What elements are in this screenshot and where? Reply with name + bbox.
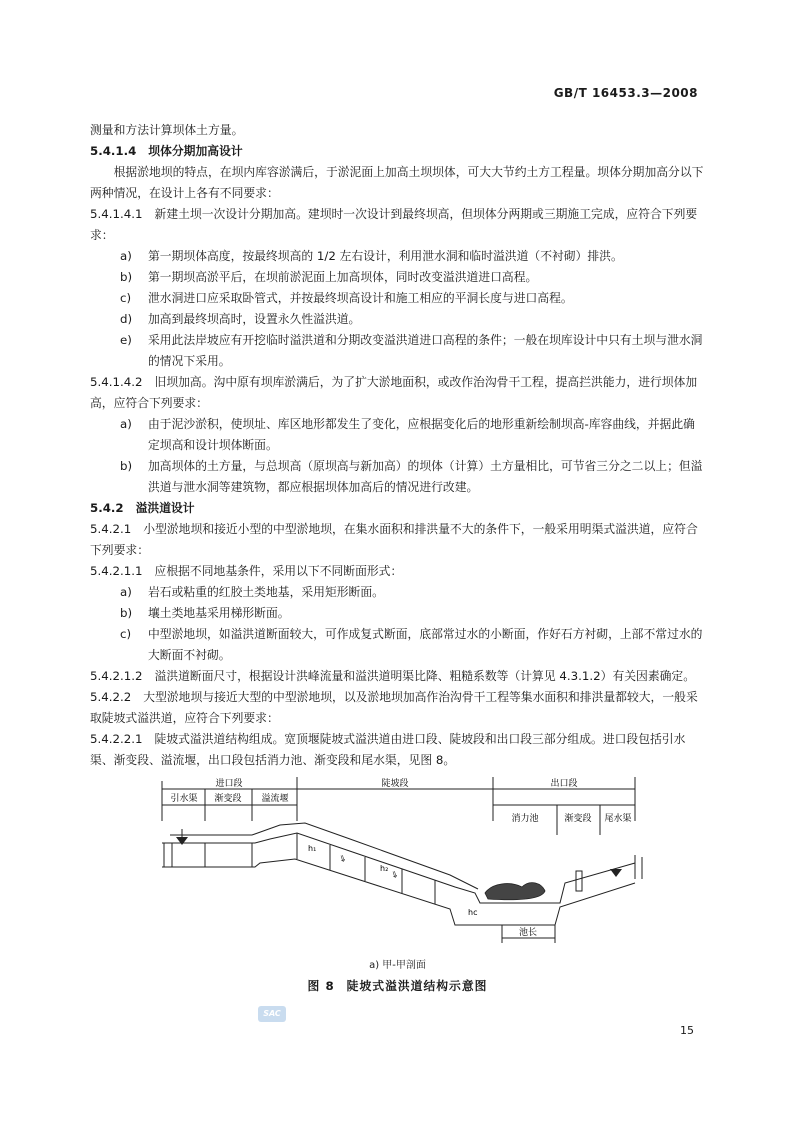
spillway-diagram — [90, 775, 705, 955]
section-heading — [90, 498, 705, 519]
clause — [90, 729, 705, 771]
label-outlet-section: 出口段 — [550, 779, 578, 789]
clause — [90, 666, 705, 687]
list-marker: d) — [120, 312, 133, 326]
clause-text: 陡坡式溢洪道结构组成。宽顶堰陡坡式溢洪道由进口段、陡坡段和出口段三部分组成。进口段包括引水渠、渐变段、溢流堰，出口段包括消力池、渐变段和尾水渠，见图 8。 — [90, 732, 686, 767]
list-item — [90, 582, 705, 603]
list-text: 第一期坝高淤平后，在坝前淤泥面上加高坝体，同时改变溢洪道进口高程。 — [148, 270, 538, 284]
list-marker: a) — [120, 585, 132, 599]
section-number: 5.4.2 — [90, 501, 124, 515]
list-text: 第一期坝体高度，按最终坝高的 1/2 左右设计，利用泄水洞和临时溢洪道（不衬砌）排洪。 — [148, 249, 623, 263]
list-text: 由于泥沙淤积，使坝址、库区地形都发生了变化，应根据变化后的地形重新绘制坝高-库容曲线，并据此确定坝高和设计坝体断面。 — [148, 417, 695, 452]
list-marker: a) — [120, 417, 132, 431]
list-marker: e) — [120, 333, 132, 347]
list-text: 加高坝体的土方量，与总坝高（原坝高与新加高）的坝体（计算）土方量相比，可节省三分之二以上；但溢洪道与泄水洞等建筑物，都应根据坝体加高后的情况进行改建。 — [148, 459, 703, 494]
list-marker: c) — [120, 627, 132, 641]
standard-code: GB/T 16453.3—2008 — [553, 86, 698, 100]
clause-text: 溢洪道断面尺寸，根据设计洪峰流量和溢洪道明渠比降、粗糙系数等（计算见 4.3.1.2）有关因素确定。 — [154, 669, 696, 683]
section-heading — [90, 141, 705, 162]
label-overflow-weir: 溢流堰 — [261, 794, 289, 804]
list-item — [90, 246, 705, 267]
page-number: 15 — [680, 1024, 694, 1037]
list-item — [90, 267, 705, 288]
clause-number: 5.4.2.1.1 — [90, 564, 143, 578]
label-depth-h1: h₁ — [308, 844, 317, 853]
clause-text: 大型淤地坝与接近大型的中型淤地坝，以及淤地坝加高作治沟骨干工程等集水面积和排洪量都较大，一般采取陡坡式溢洪道，应符合下列要求： — [90, 690, 698, 725]
list-text: 泄水洞进口应采取卧管式，并按最终坝高设计和施工相应的平洞长度与进口高程。 — [148, 291, 573, 305]
clause-number: 5.4.2.1.2 — [90, 669, 143, 683]
section-title: 溢洪道设计 — [135, 501, 195, 515]
clause-text: 应根据不同地基条件，采用以下不同断面形式： — [154, 564, 403, 578]
list-item — [90, 456, 705, 498]
list-text: 中型淤地坝，如溢洪道断面较大，可作成复式断面，底部常过水的小断面，作好石方衬砌，上部不常过水的大断面不衬砌。 — [148, 627, 703, 662]
list-text: 岩石或粘重的红胶土类地基，采用矩形断面。 — [148, 585, 384, 599]
text-continuation: 测量和方法计算坝体土方量。 — [90, 123, 244, 137]
clause-number: 5.4.1.4.2 — [90, 375, 143, 389]
clause — [90, 519, 705, 561]
label-inlet-transition: 渐变段 — [214, 794, 242, 804]
document-body — [90, 120, 705, 997]
clause — [90, 561, 705, 582]
list-marker: a) — [120, 249, 132, 263]
clause-number: 5.4.1.4.1 — [90, 207, 143, 221]
clause — [90, 372, 705, 414]
paragraph: 根据淤地坝的特点，在坝内库容淤满后，于淤泥面上加高土坝坝体，可大大节约土方工程量。坝体分期加高分以下两种情况，在设计上各有不同要求： — [90, 165, 704, 200]
label-tailrace: 尾水渠 — [604, 814, 632, 824]
list-item — [90, 288, 705, 309]
section-number: 5.4.1.4 — [90, 144, 137, 158]
flow-arrow-mark: ⇘ — [336, 852, 348, 866]
clause-text: 旧坝加高。沟中原有坝库淤满后，为了扩大淤地面积，或改作治沟骨干工程，提高拦洪能力，进行坝体加高，应符合下列要求： — [90, 375, 698, 410]
list-item — [90, 414, 705, 456]
list-text: 壤土类地基采用梯形断面。 — [148, 606, 290, 620]
list-text: 加高到最终坝高时，设置永久性溢洪道。 — [148, 312, 361, 326]
figure-number: 图 8 — [307, 979, 335, 993]
label-stilling-basin: 消力池 — [511, 814, 539, 824]
list-item — [90, 624, 705, 666]
label-depth-h2: h₂ — [380, 864, 389, 873]
section-title: 坝体分期加高设计 — [148, 144, 243, 158]
label-outlet-transition: 渐变段 — [564, 814, 592, 824]
flow-arrow-mark: ⇘ — [388, 868, 400, 882]
label-basin-length: 池长 — [518, 928, 538, 938]
label-chute-section: 陡坡段 — [381, 779, 409, 789]
list-item — [90, 330, 705, 372]
clause — [90, 687, 705, 729]
list-item — [90, 309, 705, 330]
spillway-section-drawing — [90, 775, 705, 955]
list-text: 采用此法岸坡应有开挖临时溢洪道和分期改变溢洪道进口高程的条件；一般在坝库设计中只有土坝与泄水洞的情况下采用。 — [148, 333, 703, 368]
label-depth-hc: hc — [468, 908, 478, 917]
clause-number: 5.4.2.1 — [90, 522, 132, 536]
sac-logo: SAC — [258, 1006, 286, 1022]
clause-text: 新建土坝一次设计分期加高。建坝时一次设计到最终坝高，但坝体分两期或三期施工完成，应符合下列要求： — [90, 207, 698, 242]
label-approach-channel: 引水渠 — [170, 794, 198, 804]
list-item — [90, 603, 705, 624]
figure-title: 陡坡式溢洪道结构示意图 — [346, 979, 488, 993]
list-marker: b) — [120, 270, 133, 284]
list-marker: c) — [120, 291, 132, 305]
list-marker: b) — [120, 606, 133, 620]
clause-number: 5.4.2.2.1 — [90, 732, 143, 746]
clause-number: 5.4.2.2 — [90, 690, 132, 704]
figure-caption — [90, 976, 705, 997]
clause — [90, 204, 705, 246]
label-inlet-section: 进口段 — [215, 779, 243, 789]
figure-subcaption: a) 甲-甲剖面 — [369, 960, 426, 971]
list-marker: b) — [120, 459, 133, 473]
clause-text: 小型淤地坝和接近小型的中型淤地坝，在集水面积和排洪量不大的条件下，一般采用明渠式溢洪道，应符合下列要求： — [90, 522, 698, 557]
